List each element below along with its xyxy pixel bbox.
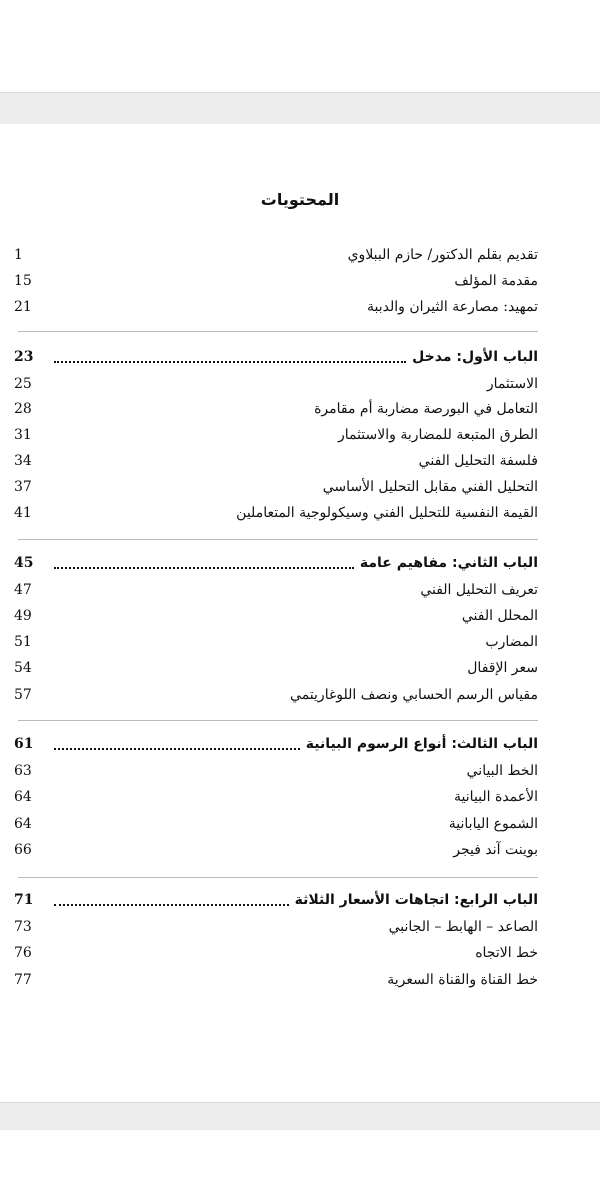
toc-entry-label: التعامل في البورصة مضاربة أم مقامرة	[314, 401, 538, 417]
toc-entry	[14, 270, 538, 292]
toc-entry-label: المحلل الفني	[461, 608, 538, 624]
dot-leader	[54, 748, 300, 750]
toc-entry-page: 1	[14, 247, 23, 263]
toc-entry-label: الخط البياني	[466, 763, 538, 779]
chapter-page: 61	[14, 736, 34, 752]
toc-entry-label: الطرق المتبعة للمضاربة والاستثمار	[337, 427, 538, 443]
toc-entry	[14, 786, 538, 808]
toc-entry-label: تمهيد: مصارعة الثيران والدببة	[366, 299, 538, 315]
toc-entry	[14, 579, 538, 601]
toc-entry	[14, 969, 538, 991]
chapter-page: 45	[14, 555, 34, 571]
section-divider	[18, 877, 538, 878]
toc-entry-page: 49	[14, 608, 32, 624]
toc-entry-label: بوينت آند فيجر	[453, 842, 538, 858]
toc-entry-label: الأعمدة البيانية	[454, 789, 538, 805]
toc-entry-label: سعر الإقفال	[467, 660, 538, 676]
toc-entry	[14, 244, 538, 266]
page-separator-bottom	[0, 1102, 600, 1132]
toc-entry	[14, 657, 538, 679]
toc-page	[0, 124, 600, 1102]
toc-entry	[14, 605, 538, 627]
toc-entry-page: 63	[14, 763, 32, 779]
toc-entry-page: 51	[14, 634, 32, 650]
toc-chapter-heading	[14, 552, 538, 574]
toc-entry-page: 15	[14, 273, 32, 289]
toc-entry-page: 57	[14, 687, 32, 703]
section-divider	[18, 720, 538, 721]
toc-entry-label: مقياس الرسم الحسابي ونصف اللوغاريتمي	[290, 687, 538, 703]
toc-entry	[14, 813, 538, 835]
toc-entry-label: التحليل الفني مقابل التحليل الأساسي	[322, 479, 538, 495]
toc-entry-label: خط الاتجاه	[475, 945, 538, 961]
toc-entry-page: 34	[14, 453, 32, 469]
toc-entry-label: تعريف التحليل الفني	[420, 582, 538, 598]
toc-entry	[14, 296, 538, 318]
toc-entry-page: 47	[14, 582, 32, 598]
toc-entry-label: الشموع اليابانية	[448, 816, 538, 832]
toc-entry-page: 77	[14, 972, 32, 988]
chapter-title: الباب الثاني: مفاهيم عامة	[359, 555, 538, 571]
toc-entry-page: 41	[14, 505, 32, 521]
top-margin	[0, 0, 600, 92]
dot-leader	[54, 904, 289, 906]
toc-entry-page: 64	[14, 816, 32, 832]
dot-leader	[54, 361, 406, 363]
toc-entry	[14, 373, 538, 395]
toc-title: المحتويات	[260, 190, 340, 209]
chapter-page: 23	[14, 349, 34, 365]
toc-entry	[14, 760, 538, 782]
toc-entry-page: 37	[14, 479, 32, 495]
chapter-title: الباب الرابع: اتجاهات الأسعار الثلاثة	[294, 892, 538, 908]
bottom-margin	[0, 1130, 600, 1200]
toc-entry-label: الاستثمار	[486, 376, 538, 392]
toc-entry	[14, 398, 538, 420]
page-separator-top	[0, 92, 600, 126]
toc-entry-page: 73	[14, 919, 32, 935]
toc-entry	[14, 631, 538, 653]
toc-entry	[14, 839, 538, 861]
toc-chapter-heading	[14, 889, 538, 911]
toc-entry	[14, 916, 538, 938]
toc-entry-label: المضارب	[485, 634, 538, 650]
toc-entry	[14, 502, 538, 524]
toc-entry-label: مقدمة المؤلف	[454, 273, 538, 289]
toc-entry	[14, 942, 538, 964]
section-divider	[18, 539, 538, 540]
toc-entry-page: 54	[14, 660, 32, 676]
toc-entry-page: 31	[14, 427, 32, 443]
toc-entry-label: تقديم بقلم الدكتور/ حازم الببلاوي	[347, 247, 538, 263]
toc-entry	[14, 424, 538, 446]
toc-entry-page: 21	[14, 299, 32, 315]
chapter-title: الباب الأول: مدخل	[412, 349, 538, 365]
section-divider	[18, 331, 538, 332]
chapter-page: 71	[14, 892, 34, 908]
toc-entry	[14, 450, 538, 472]
chapter-title: الباب الثالث: أنواع الرسوم البيانية	[305, 736, 538, 752]
toc-chapter-heading	[14, 346, 538, 368]
toc-entry-page: 64	[14, 789, 32, 805]
toc-entry	[14, 684, 538, 706]
toc-entry-label: خط القناة والقناة السعرية	[387, 972, 538, 988]
toc-entry-page: 28	[14, 401, 32, 417]
toc-entry-page: 25	[14, 376, 32, 392]
toc-entry-page: 66	[14, 842, 32, 858]
toc-entry	[14, 476, 538, 498]
toc-chapter-heading	[14, 733, 538, 755]
dot-leader	[54, 567, 354, 569]
toc-entry-label: القيمة النفسية للتحليل الفني وسيكولوجية المتعاملين	[236, 505, 538, 521]
toc-entry-page: 76	[14, 945, 32, 961]
toc-entry-label: فلسفة التحليل الفني	[418, 453, 538, 469]
toc-entry-label: الصاعد – الهابط – الجانبي	[388, 919, 538, 935]
